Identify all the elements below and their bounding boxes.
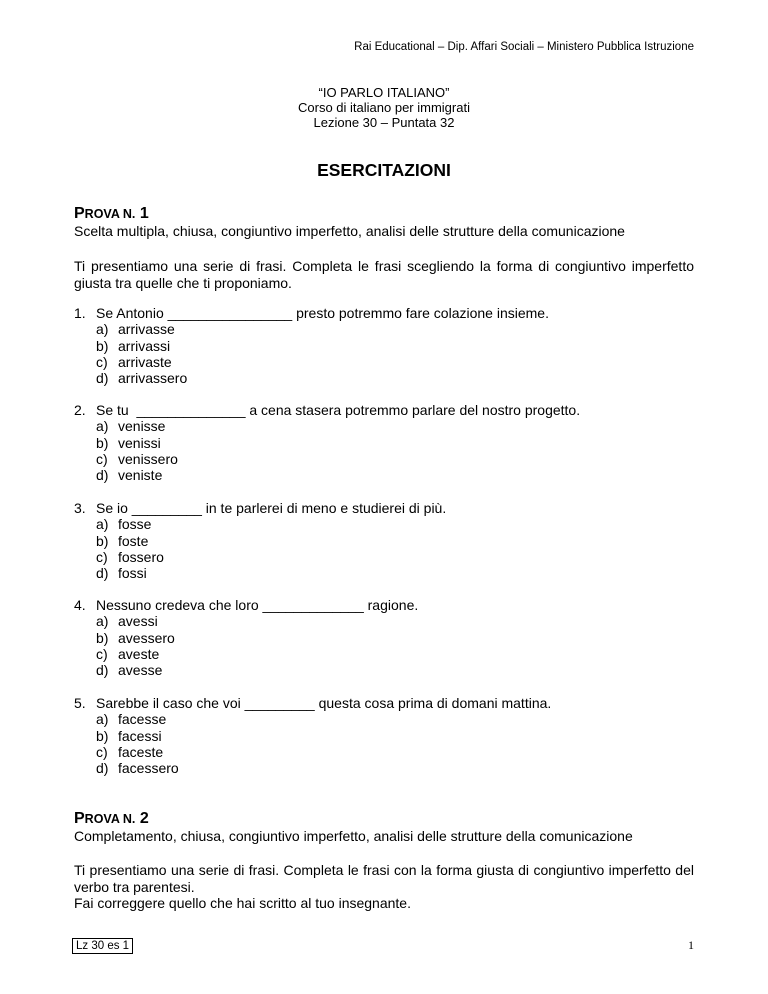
question-4 (74, 597, 694, 678)
option-d: d) avesse (96, 662, 163, 679)
prova-1-instructions: Ti presentiamo una serie di frasi. Completa le frasi scegliendo la forma di congiuntivo imperfetto giusta tra quelle che ti proponiamo. (74, 258, 694, 291)
question-text: Sarebbe il caso che voi _________ questa cosa prima di domani mattina. (96, 695, 552, 711)
heading-initial: P (74, 810, 85, 827)
question-1 (74, 305, 694, 386)
option-b: b) foste (96, 532, 149, 549)
question-text: Se tu ______________ a cena stasera potremmo parlare del nostro progetto. (96, 402, 581, 418)
footer-label: Lz 30 es 1 (72, 938, 133, 954)
prova-1-heading (74, 205, 694, 223)
option-d: d) arrivassero (96, 370, 188, 387)
option-d: d) fossi (96, 565, 147, 582)
course-title: “IO PARLO ITALIANO” (318, 85, 450, 100)
option-d: d) veniste (96, 467, 163, 484)
option-a: a) facesse (96, 711, 167, 728)
course-subtitle: Corso di italiano per immigrati (298, 100, 470, 115)
option-d: d) facessero (96, 760, 179, 777)
question-2 (74, 402, 694, 483)
question-text: Se Antonio ________________ presto potremmo fare colazione insieme. (96, 305, 549, 321)
question-5 (74, 695, 694, 776)
option-b: b) arrivassi (96, 337, 171, 354)
option-a: a) fosse (96, 516, 152, 533)
prova-1-section (74, 205, 694, 240)
prova-2-instructions: Ti presentiamo una serie di frasi. Completa le frasi con la forma giusta di congiuntivo imperfetto del verbo tra parentesi. (74, 862, 694, 895)
option-c: c) aveste (96, 645, 160, 662)
prova-2-instructions-2: Fai correggere quello che hai scritto al tuo insegnante. (74, 895, 411, 911)
question-number: 2. (74, 402, 86, 418)
course-title-block (0, 85, 768, 130)
option-b: b) avessero (96, 629, 175, 646)
heading-initial: P (74, 205, 85, 222)
question-text: Se io _________ in te parlerei di meno e studierei di più. (96, 500, 447, 516)
page-number: 1 (688, 938, 694, 952)
question-number: 4. (74, 597, 86, 613)
prova-2-section (74, 810, 694, 845)
question-number: 3. (74, 500, 86, 516)
question-number: 1. (74, 305, 86, 321)
heading-smallcaps: ROVA N. (84, 207, 136, 221)
heading-smallcaps: ROVA N. (84, 812, 136, 826)
question-text: Nessuno credeva che loro _____________ ragione. (96, 597, 419, 613)
prova-2-heading (74, 810, 694, 828)
heading-number: 2 (135, 810, 149, 827)
option-a: a) avessi (96, 613, 158, 630)
option-c: c) fossero (96, 548, 164, 565)
option-c: c) arrivaste (96, 353, 172, 370)
option-a: a) venisse (96, 418, 166, 435)
option-b: b) venissi (96, 434, 161, 451)
prova-1-type: Scelta multipla, chiusa, congiuntivo imperfetto, analisi delle strutture della comunicazione (74, 223, 625, 239)
lesson-line: Lezione 30 – Puntata 32 (313, 115, 455, 130)
option-c: c) faceste (96, 743, 164, 760)
prova-2-type: Completamento, chiusa, congiuntivo imperfetto, analisi delle strutture della comunicazione (74, 828, 633, 844)
page-title: ESERCITAZIONI (317, 160, 451, 180)
question-number: 5. (74, 695, 86, 711)
question-3 (74, 500, 694, 581)
option-c: c) venissero (96, 450, 178, 467)
running-header: Rai Educational – Dip. Affari Sociali – Ministero Pubblica Istruzione (354, 41, 694, 53)
heading-number: 1 (135, 205, 149, 222)
option-b: b) facessi (96, 727, 162, 744)
option-a: a) arrivasse (96, 321, 175, 338)
